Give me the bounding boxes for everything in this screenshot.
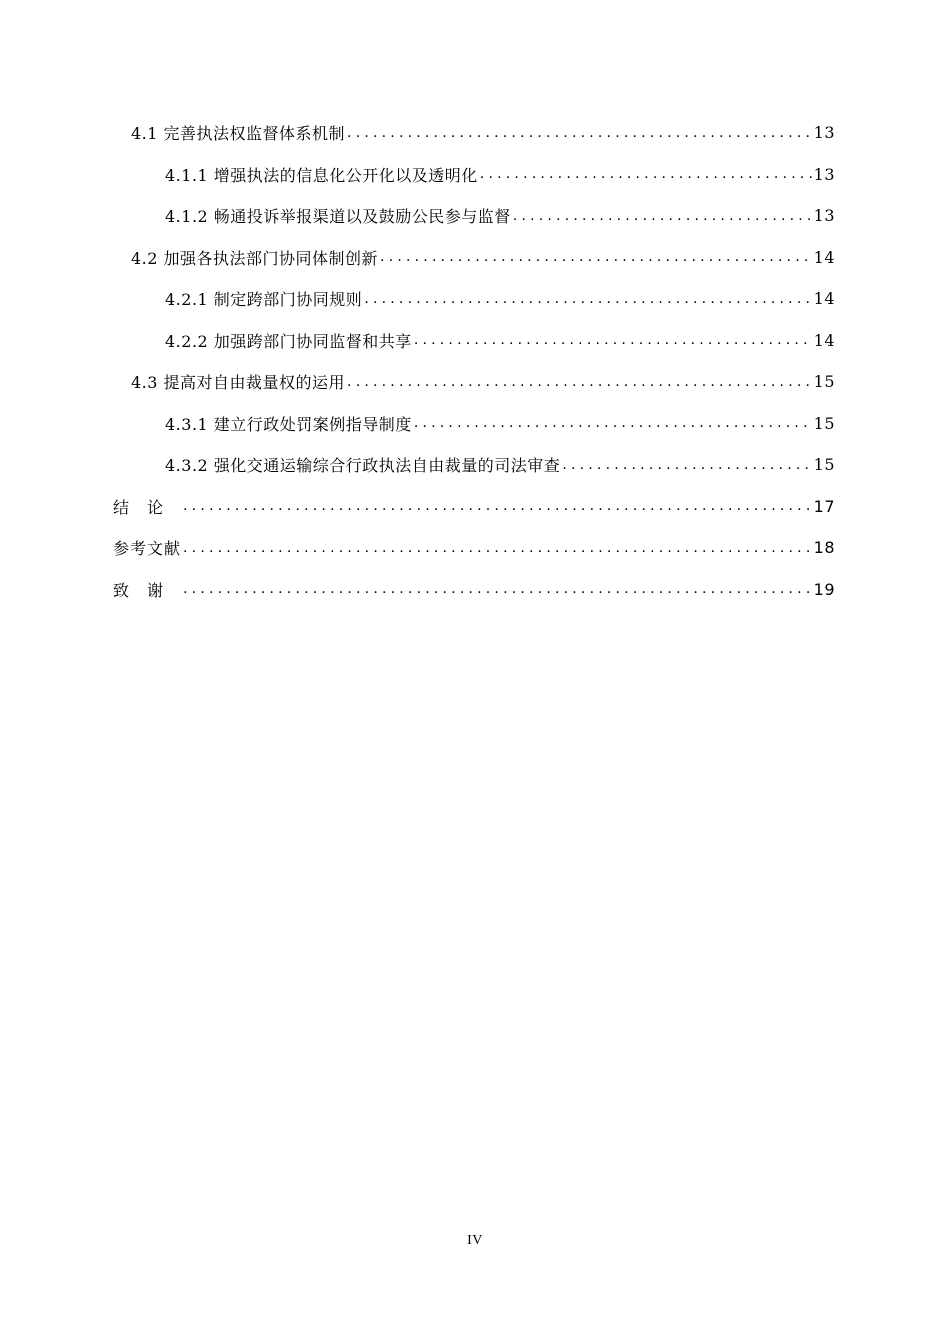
toc-entry-4-3-1[interactable] xyxy=(113,403,835,445)
toc-entry-page: 13 xyxy=(813,123,835,143)
toc-entry-label: 参考文献 xyxy=(113,539,182,559)
dot-leader xyxy=(414,332,812,348)
dot-leader xyxy=(380,249,812,265)
dot-leader xyxy=(480,166,812,182)
toc-entry-label: 4.3.2 强化交通运输综合行政执法自由裁量的司法审查 xyxy=(165,456,561,476)
toc-entry-4-3-2[interactable] xyxy=(113,444,835,486)
toc-entry-4-3[interactable] xyxy=(113,361,835,403)
toc-entry-4-1-2[interactable] xyxy=(113,195,835,237)
toc-entry-page: 17 xyxy=(813,496,835,516)
toc-entry-label: 4.1.2 畅通投诉举报渠道以及鼓励公民参与监督 xyxy=(165,207,511,227)
dot-leader xyxy=(562,457,811,473)
toc-entry-page: 14 xyxy=(813,330,835,350)
toc-entry-4-2-1[interactable] xyxy=(113,278,835,320)
toc-entry-acknowledgements[interactable] xyxy=(113,569,835,611)
dot-leader xyxy=(183,540,812,556)
toc-entry-page: 15 xyxy=(813,372,835,392)
dot-leader xyxy=(364,291,811,307)
dot-leader xyxy=(414,415,812,431)
toc-entry-page: 18 xyxy=(813,538,835,558)
toc-entry-page: 14 xyxy=(813,247,835,267)
toc-entry-4-1-1[interactable] xyxy=(113,154,835,196)
toc-entry-page: 15 xyxy=(813,455,835,475)
dot-leader xyxy=(347,374,812,390)
toc-entry-label: 4.2.2 加强跨部门协同监督和共享 xyxy=(165,331,412,351)
toc-entry-label: 4.2.1 制定跨部门协同规则 xyxy=(165,290,363,310)
toc-entry-4-1[interactable] xyxy=(113,112,835,154)
dot-leader xyxy=(183,498,812,514)
dot-leader xyxy=(513,208,812,224)
dot-leader xyxy=(347,125,812,141)
toc-entry-page: 13 xyxy=(813,164,835,184)
toc-entry-page: 13 xyxy=(813,206,835,226)
toc-entry-conclusion[interactable] xyxy=(113,486,835,528)
toc-entry-label: 4.1.1 增强执法的信息化公开化以及透明化 xyxy=(165,165,478,185)
table-of-contents xyxy=(113,112,835,610)
toc-entry-4-2[interactable] xyxy=(113,237,835,279)
toc-entry-label: 4.1 完善执法权监督体系机制 xyxy=(131,124,346,144)
toc-entry-page: 15 xyxy=(813,413,835,433)
toc-entry-4-2-2[interactable] xyxy=(113,320,835,362)
toc-entry-page: 14 xyxy=(813,289,835,309)
toc-entry-page: 19 xyxy=(813,579,835,599)
toc-entry-label: 致谢 xyxy=(113,580,182,600)
toc-entry-label: 结论 xyxy=(113,497,182,517)
toc-entry-references[interactable] xyxy=(113,527,835,569)
toc-entry-label: 4.3.1 建立行政处罚案例指导制度 xyxy=(165,414,412,434)
toc-entry-label: 4.2 加强各执法部门协同体制创新 xyxy=(131,248,379,268)
dot-leader xyxy=(183,581,812,597)
toc-entry-label: 4.3 提高对自由裁量权的运用 xyxy=(131,373,346,393)
page-number-footer: IV xyxy=(467,1233,483,1248)
